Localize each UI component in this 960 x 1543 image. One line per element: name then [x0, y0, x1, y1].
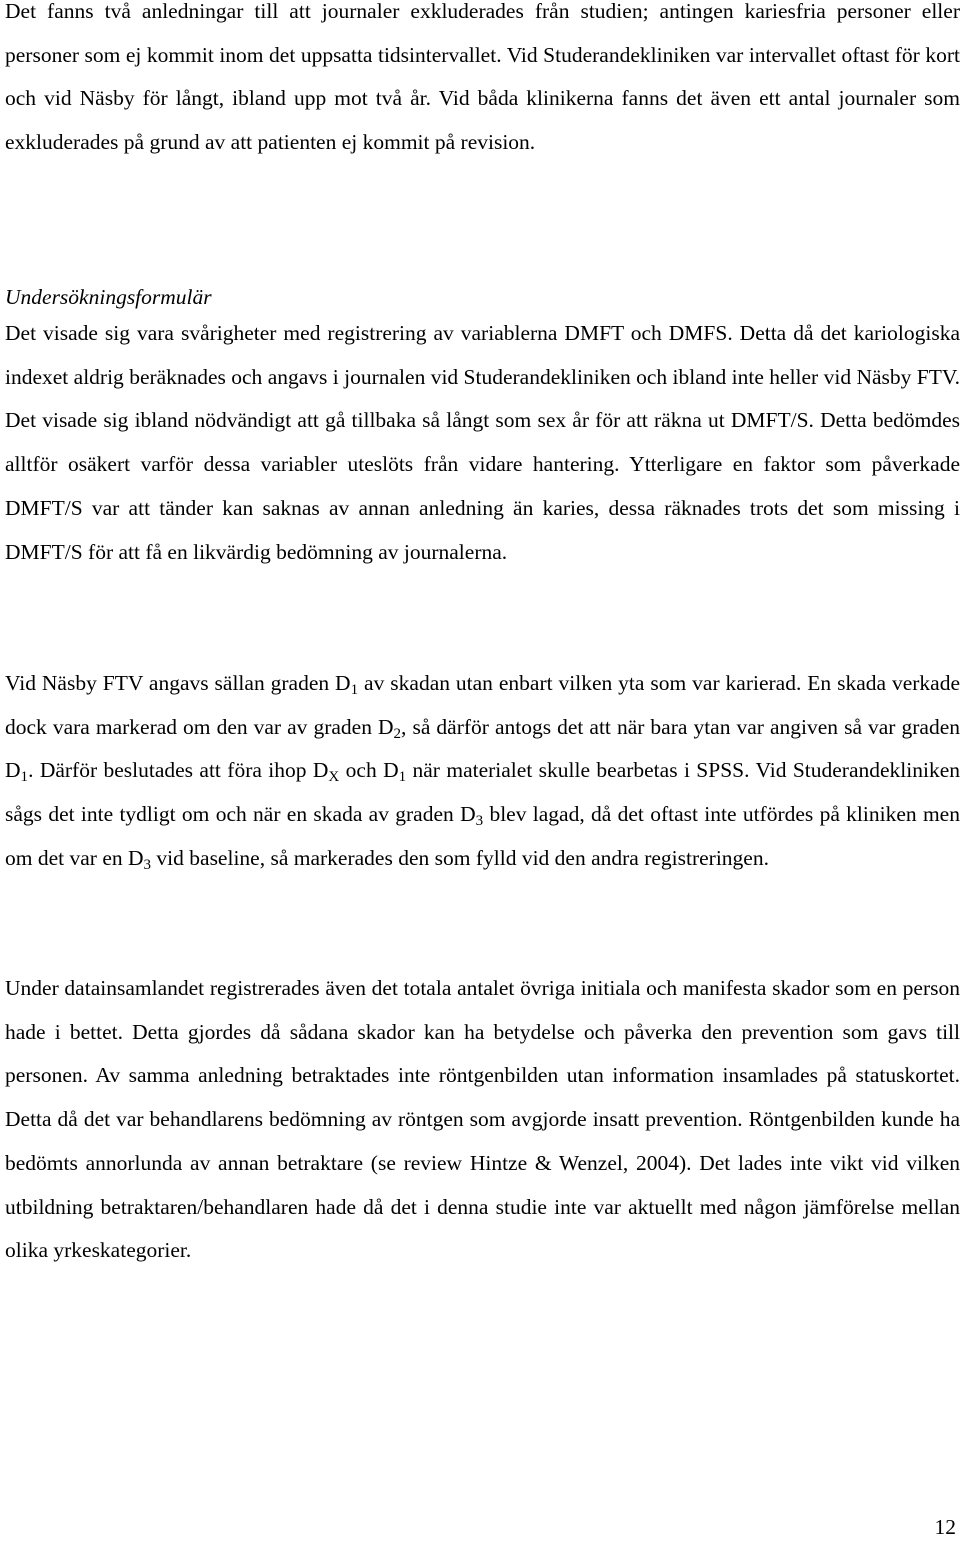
- section-heading-undersokningsformular: Undersökningsformulär: [5, 285, 212, 309]
- subscript: 1: [350, 681, 359, 698]
- paragraph-exclusion-reasons: Det fanns två anledningar till att journaler exkluderades från studien; antingen kariesfria personer eller personer som ej kommit inom det uppsatta tidsintervallet. Vid Studerandekliniken var intervallet oftast för kort och vid Näsby för långt, ibland upp mot två år. Vid båda klinikerna fanns det även ett antal journaler som exkluderades på grund av att patienten ej kommit på revision.: [5, 0, 960, 155]
- text-run: vid baseline, så markerades den som fylld vid den andra registreringen.: [151, 845, 769, 870]
- text-run: och D: [339, 758, 399, 783]
- subscript: 3: [143, 856, 152, 873]
- paragraph-caries-grades: [5, 662, 960, 881]
- subscript: 2: [393, 725, 402, 742]
- text-run: . Därför beslutades att föra ihop D: [28, 758, 329, 783]
- text-run: blev lagad, då det oftast inte utfördes på kliniken men om det var en D: [5, 802, 960, 870]
- page-number: 12: [934, 1515, 956, 1539]
- text-run: när materialet skulle bearbetas i SPSS. Vid Studerandekliniken sågs det inte tydligt om och när en skada av graden D: [5, 758, 960, 827]
- text-run: av skadan utan enbart vilken yta som var karierad. En skada verkade dock vara markerad om den var av graden D: [5, 671, 960, 739]
- subscript: 1: [398, 769, 407, 786]
- text-run: Vid Näsby FTV angavs sällan graden D: [5, 671, 351, 695]
- paragraph-data-collection: Under datainsamlandet registrerades även det totala antalet övriga initiala och manifesta skador som en person hade i bettet. Detta gjordes då sådana skador kan ha betydelse och påverka den prevention som gavs till personen. Av samma anledning betraktades inte röntgenbilden utan information insamlades på statuskortet. Detta då det var behandlarens bedömning av röntgen som avgjorde insatt prevention. Röntgenbilden kunde ha bedömts annorlunda av annan betraktare (se review Hintze & Wenzel, 2004). Det lades inte vikt vid vilken utbildning betraktaren/behandlaren hade då det i denna studie inte var aktuellt med någon jämförelse mellan olika yrkeskategorier.: [5, 976, 960, 1263]
- subscript: 3: [475, 812, 484, 829]
- subscript: 1: [20, 769, 29, 786]
- subscript: X: [328, 769, 340, 786]
- paragraph-dmft-registration: Det visade sig vara svårigheter med registrering av variablerna DMFT och DMFS. Detta då det kariologiska indexet aldrig beräknades och angavs i journalen vid Studerandekliniken och ibland inte heller vid Näsby FTV. Det visade sig ibland nödvändigt att gå tillbaka så långt som sex år för att räkna ut DMFT/S. Detta bedömdes alltför osäkert varför dessa variabler uteslöts från vidare hantering. Ytterligare en faktor som påverkade DMFT/S var att tänder kan saknas av annan anledning än karies, dessa räknades trots det som missing i DMFT/S för att få en likvärdig bedömning av journalerna.: [5, 321, 960, 564]
- text-run: , så därför antogs det att när bara ytan var angiven så var graden D: [5, 714, 960, 783]
